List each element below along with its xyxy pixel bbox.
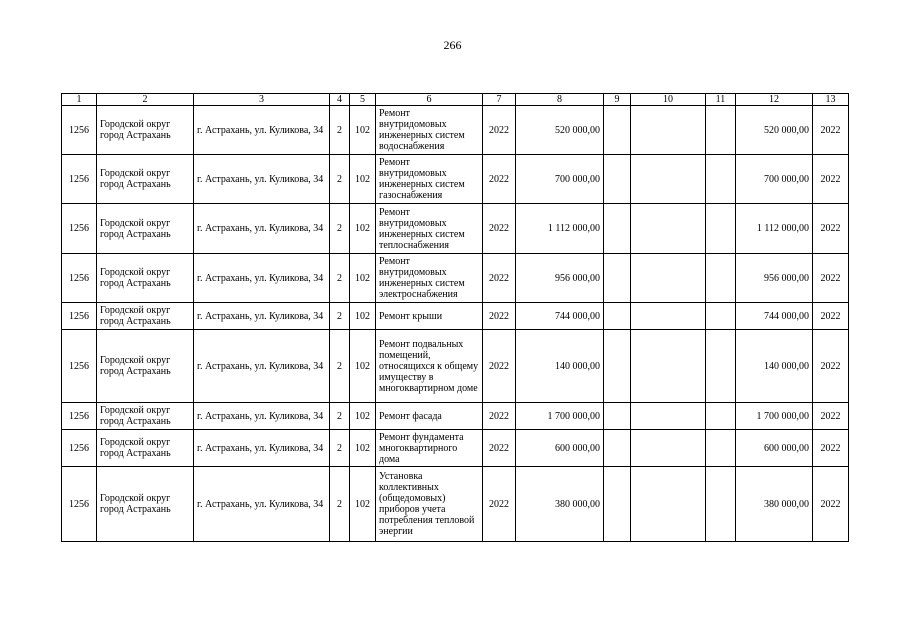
table-row	[62, 403, 849, 430]
column-header-2: 2	[97, 94, 194, 106]
row-number-cell: 1256	[62, 330, 97, 403]
cell-9-cell	[604, 330, 631, 403]
completion-year-cell: 2022	[813, 303, 849, 330]
cell-10-cell	[631, 303, 706, 330]
completion-year-cell: 2022	[813, 403, 849, 430]
address-cell: г. Астрахань, ул. Куликова, 34	[194, 155, 330, 204]
address-cell: г. Астрахань, ул. Куликова, 34	[194, 330, 330, 403]
total-amount-cell: 520 000,00	[736, 106, 813, 155]
cell-11-cell	[706, 430, 736, 467]
column-header-8: 8	[516, 94, 604, 106]
cell-4-cell: 2	[330, 330, 350, 403]
cell-4-cell: 2	[330, 467, 350, 542]
total-amount-cell: 700 000,00	[736, 155, 813, 204]
completion-year-cell: 2022	[813, 430, 849, 467]
cell-5-cell: 102	[350, 155, 376, 204]
municipality-cell: Городской округ город Астрахань	[97, 204, 194, 254]
municipality-cell: Городской округ город Астрахань	[97, 430, 194, 467]
work-type-cell: Ремонт подвальных помещений, относящихся к общему имуществу в многоквартирном доме	[376, 330, 483, 403]
cell-11-cell	[706, 155, 736, 204]
amount-cell: 520 000,00	[516, 106, 604, 155]
table-row	[62, 254, 849, 303]
cell-5-cell: 102	[350, 330, 376, 403]
amount-cell: 744 000,00	[516, 303, 604, 330]
completion-year-cell: 2022	[813, 155, 849, 204]
address-cell: г. Астрахань, ул. Куликова, 34	[194, 467, 330, 542]
address-cell: г. Астрахань, ул. Куликова, 34	[194, 303, 330, 330]
cell-10-cell	[631, 254, 706, 303]
cell-4-cell: 2	[330, 403, 350, 430]
address-cell: г. Астрахань, ул. Куликова, 34	[194, 254, 330, 303]
work-type-cell: Ремонт фундамента многоквартирного дома	[376, 430, 483, 467]
column-header-12: 12	[736, 94, 813, 106]
row-number-cell: 1256	[62, 254, 97, 303]
cell-11-cell	[706, 106, 736, 155]
total-amount-cell: 380 000,00	[736, 467, 813, 542]
municipality-cell: Городской округ город Астрахань	[97, 155, 194, 204]
amount-cell: 956 000,00	[516, 254, 604, 303]
cell-9-cell	[604, 254, 631, 303]
amount-cell: 380 000,00	[516, 467, 604, 542]
cell-9-cell	[604, 204, 631, 254]
completion-year-cell: 2022	[813, 106, 849, 155]
municipality-cell: Городской округ город Астрахань	[97, 403, 194, 430]
cell-4-cell: 2	[330, 430, 350, 467]
cell-4-cell: 2	[330, 155, 350, 204]
amount-cell: 140 000,00	[516, 330, 604, 403]
municipality-cell: Городской округ город Астрахань	[97, 467, 194, 542]
cell-11-cell	[706, 403, 736, 430]
cell-4-cell: 2	[330, 106, 350, 155]
total-amount-cell: 600 000,00	[736, 430, 813, 467]
column-header-10: 10	[631, 94, 706, 106]
completion-year-cell: 2022	[813, 330, 849, 403]
table-row	[62, 330, 849, 403]
table-header-row	[62, 94, 849, 106]
cell-4-cell: 2	[330, 204, 350, 254]
cell-5-cell: 102	[350, 403, 376, 430]
row-number-cell: 1256	[62, 303, 97, 330]
column-header-11: 11	[706, 94, 736, 106]
work-type-cell: Ремонт внутридомовых инженерных систем водоснабжения	[376, 106, 483, 155]
column-header-13: 13	[813, 94, 849, 106]
cell-9-cell	[604, 467, 631, 542]
row-number-cell: 1256	[62, 430, 97, 467]
cell-10-cell	[631, 155, 706, 204]
column-header-9: 9	[604, 94, 631, 106]
column-header-5: 5	[350, 94, 376, 106]
column-header-4: 4	[330, 94, 350, 106]
cell-4-cell: 2	[330, 303, 350, 330]
work-type-cell: Ремонт внутридомовых инженерных систем теплоснабжения	[376, 204, 483, 254]
table-row	[62, 155, 849, 204]
cell-5-cell: 102	[350, 303, 376, 330]
table-row	[62, 467, 849, 542]
row-number-cell: 1256	[62, 467, 97, 542]
column-header-1: 1	[62, 94, 97, 106]
cell-10-cell	[631, 330, 706, 403]
work-type-cell: Ремонт крыши	[376, 303, 483, 330]
municipality-cell: Городской округ город Астрахань	[97, 330, 194, 403]
year-cell: 2022	[483, 330, 516, 403]
cell-9-cell	[604, 106, 631, 155]
page-number: 266	[443, 38, 462, 52]
total-amount-cell: 956 000,00	[736, 254, 813, 303]
column-header-7: 7	[483, 94, 516, 106]
work-type-cell: Установка коллективных (общедомовых) приборов учета потребления тепловой энергии	[376, 467, 483, 542]
column-header-3: 3	[194, 94, 330, 106]
cell-11-cell	[706, 303, 736, 330]
municipality-cell: Городской округ город Астрахань	[97, 106, 194, 155]
year-cell: 2022	[483, 430, 516, 467]
cell-5-cell: 102	[350, 430, 376, 467]
cell-9-cell	[604, 155, 631, 204]
cell-11-cell	[706, 467, 736, 542]
work-type-cell: Ремонт внутридомовых инженерных систем электроснабжения	[376, 254, 483, 303]
completion-year-cell: 2022	[813, 254, 849, 303]
cell-5-cell: 102	[350, 467, 376, 542]
cell-5-cell: 102	[350, 106, 376, 155]
cell-5-cell: 102	[350, 204, 376, 254]
amount-cell: 1 700 000,00	[516, 403, 604, 430]
total-amount-cell: 140 000,00	[736, 330, 813, 403]
cell-11-cell	[706, 330, 736, 403]
work-type-cell: Ремонт внутридомовых инженерных систем газоснабжения	[376, 155, 483, 204]
cell-4-cell: 2	[330, 254, 350, 303]
works-table	[61, 93, 849, 542]
cell-9-cell	[604, 303, 631, 330]
municipality-cell: Городской округ город Астрахань	[97, 254, 194, 303]
address-cell: г. Астрахань, ул. Куликова, 34	[194, 106, 330, 155]
row-number-cell: 1256	[62, 155, 97, 204]
table-row	[62, 430, 849, 467]
row-number-cell: 1256	[62, 403, 97, 430]
row-number-cell: 1256	[62, 106, 97, 155]
cell-11-cell	[706, 204, 736, 254]
cell-10-cell	[631, 467, 706, 542]
cell-5-cell: 102	[350, 254, 376, 303]
municipality-cell: Городской округ город Астрахань	[97, 303, 194, 330]
address-cell: г. Астрахань, ул. Куликова, 34	[194, 204, 330, 254]
column-header-6: 6	[376, 94, 483, 106]
cell-10-cell	[631, 403, 706, 430]
year-cell: 2022	[483, 254, 516, 303]
year-cell: 2022	[483, 204, 516, 254]
table-row	[62, 204, 849, 254]
table-row	[62, 303, 849, 330]
completion-year-cell: 2022	[813, 467, 849, 542]
address-cell: г. Астрахань, ул. Куликова, 34	[194, 430, 330, 467]
amount-cell: 1 112 000,00	[516, 204, 604, 254]
year-cell: 2022	[483, 303, 516, 330]
total-amount-cell: 744 000,00	[736, 303, 813, 330]
cell-10-cell	[631, 204, 706, 254]
year-cell: 2022	[483, 155, 516, 204]
cell-10-cell	[631, 430, 706, 467]
total-amount-cell: 1 112 000,00	[736, 204, 813, 254]
completion-year-cell: 2022	[813, 204, 849, 254]
cell-11-cell	[706, 254, 736, 303]
cell-9-cell	[604, 403, 631, 430]
work-type-cell: Ремонт фасада	[376, 403, 483, 430]
cell-10-cell	[631, 106, 706, 155]
amount-cell: 700 000,00	[516, 155, 604, 204]
total-amount-cell: 1 700 000,00	[736, 403, 813, 430]
cell-9-cell	[604, 430, 631, 467]
year-cell: 2022	[483, 467, 516, 542]
year-cell: 2022	[483, 106, 516, 155]
year-cell: 2022	[483, 403, 516, 430]
table-row	[62, 106, 849, 155]
address-cell: г. Астрахань, ул. Куликова, 34	[194, 403, 330, 430]
row-number-cell: 1256	[62, 204, 97, 254]
amount-cell: 600 000,00	[516, 430, 604, 467]
